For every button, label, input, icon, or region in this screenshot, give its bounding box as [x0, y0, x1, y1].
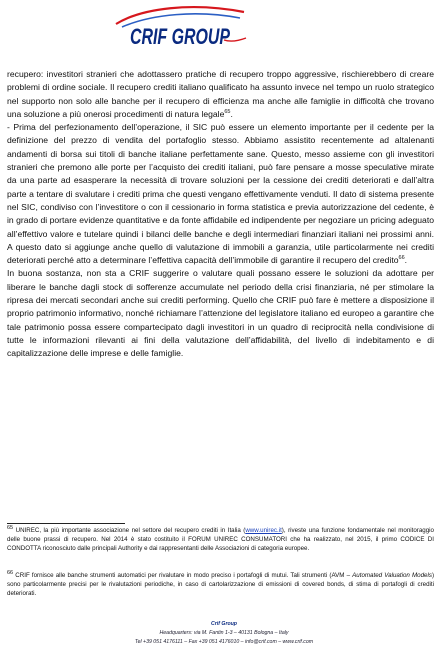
- footnote-number: 65: [7, 524, 14, 531]
- footnote-ref-65[interactable]: 65: [224, 109, 231, 116]
- footnote-text: CRIF fornisce alle banche strumenti automatici per rivalutare in modo preciso i portafogli di mutui. Tali strumenti (AVM –: [13, 572, 353, 579]
- footnote-text: ) sono particolarmente precisi per le rivalutazioni periodiche, in caso di cartolarizzazione di emissioni di covered bonds, di stima di portafogli di crediti deteriorati.: [7, 572, 434, 597]
- footnote-number: 66: [7, 569, 14, 576]
- footer-brand: Crif Group: [211, 621, 237, 627]
- paragraph-2-text: - Prima del perfezionamento dell’operazione, il SIC può essere un elemento importante per il cedente per la definizione del prezzo di vendita del portafoglio stesso. Abbiamo assistito recentemente ad altalenanti andamenti di borsa sui titoli di banche italiane perfettamente sane. Questo, messo assieme con gli investitori stranieri che premono alle porte per l’acquisto dei crediti italiani, può fare pensare a mosse speculative mirate da una parte ad esasperare la necessità di trovare soluzioni per la cessione dei crediti deteriorati e dall’altra parte a tentare di svalutare i crediti prima che questi vengano effettivamente venduti. Il dato di sistema presente nel SIC, condiviso con l’investitore o con il cessionario in forma statistica e previa autorizzazione del cedente, è in grado di portare evidenze quantitative e da fonte affidabile ed indipendente per negoziare un pricing adeguato all’effettivo valore e tutelare quindi i bilanci delle banche e degli intermediari finanziari italiani nei prossimi anni. A questo dato si aggiunge anche quello di valutazione di immobili a garanzia, utile particolarmente nei crediti deteriorati perché atto a determinare l’effettiva capacità dell’immobile di garantire il recupero del credito: [7, 122, 434, 266]
- footnote-66: [7, 569, 434, 599]
- footnote-text: ), riveste una funzione fondamentale nel monitoraggio delle buone prassi di recupero. Nel 2014 è stato costituito il FORUM UNIREC CONSUMATORI che ha realizzato, nel 2015, il primo CODICE DI CONDOTTA riconosciuto dalle principali Authority e dai rappresentanti delle Associazioni di categoria europee.: [7, 527, 434, 552]
- logo-text: CRIF GROUP: [130, 24, 231, 49]
- page-footer: [0, 620, 448, 647]
- paragraph-1-text: recupero: investitori stranieri che adottassero pratiche di recupero troppo aggressive, rischierebbero di creare problemi di ordine sociale. Il recupero crediti italiano qualificato ha assunto invece nel tempo un ruolo strategico nel supporto non solo alle banche per il recupero di efficienza ma anche alle famiglie in difficoltà che trovano una soluzione a più onerosi procedimenti di natura legale: [7, 69, 434, 119]
- footnote-separator: [7, 523, 125, 524]
- footer-address: Headquarters: via M. Fantin 1-3 – 40131 Bologna – Italy: [159, 630, 289, 636]
- paragraph-2: - Prima del perfezionamento dell’operazione, il SIC può essere un elemento importante per il cedente per la definizione del prezzo di vendita del portafoglio stesso. Abbiamo assistito recentemente ad altalenanti andamenti di borsa sui titoli di banche italiane perfettamente sane. Questo, messo assieme con gli investitori stranieri che premono alle porte per l’acquisto dei crediti italiani, può fare pensare a mosse speculative mirate da una parte ad esasperare la necessità di trovare soluzioni per la cessione dei crediti deteriorati e dall’altra parte a tentare di svalutare i crediti prima che questi vengano effettivamente venduti. Il dato di sistema presente nel SIC, condiviso con l’investitore o con il cessionario in forma statistica e previa autorizzazione del cedente, è in grado di portare evidenze quantitative e da fonte affidabile ed indipendente per negoziare un pricing adeguato all’effettivo valore e tutelare quindi i bilanci delle banche e degli intermediari finanziari italiani nei prossimi anni. A questo dato si aggiunge anche quello di valutazione di immobili a garanzia, utile particolarmente nei crediti deteriorati perché atto a determinare l’effettiva capacità dell’immobile di garantire il recupero del credito$^{66}$.: [7, 122, 434, 266]
- footnote-emphasis: Automated Valuation Models: [352, 572, 432, 579]
- unirec-link[interactable]: www.unirec.it: [245, 527, 282, 534]
- main-body-text: [7, 68, 434, 361]
- paragraph-1: recupero: investitori stranieri che adottassero pratiche di recupero troppo aggressive, rischierebbero di creare problemi di ordine sociale. Il recupero crediti italiano qualificato ha assunto invece nel tempo un ruolo strategico nel supporto non solo alle banche per il recupero di efficienza ma anche alle famiglie in difficoltà che trovano una soluzione a più onerosi procedimenti di natura legale$^{65}$.: [7, 69, 434, 119]
- footnote-text: UNIREC, la più importante associazione nel settore del recupero crediti in Italia (: [13, 527, 246, 534]
- crif-group-logo: [112, 4, 252, 48]
- footnote-65: [7, 524, 434, 554]
- footnote-ref-66[interactable]: 66: [398, 255, 405, 262]
- footer-contacts: Tel +39 051 4176111 – Fax +39 051 4176010 – info@crif.com – www.crif.com: [134, 639, 314, 645]
- crif-logo-icon: [112, 4, 252, 48]
- paragraph-3: In buona sostanza, non sta a CRIF suggerire o valutare quali possano essere le soluzioni da adottare per liberare le banche dagli stock di sofferenze accumulate nel periodo della crisi finanziaria, né per stimolare la ripresa dei mercati secondari anche sui crediti performing. Quello che CRIF può fare è mettere a disposizione il proprio patrimonio informativo, nonché richiamare l’attenzione del legislatore italiano ed europeo a garantire che tale patrimonio possa essere compartecipato dagli investitori in un quadro di reciprocità nella condivisione di tutte le informazioni rilevanti ai fini della valutazione dell’affidabilità, del livello di indebitamento e di capitalizzazione delle imprese e delle famiglie.: [7, 268, 434, 359]
